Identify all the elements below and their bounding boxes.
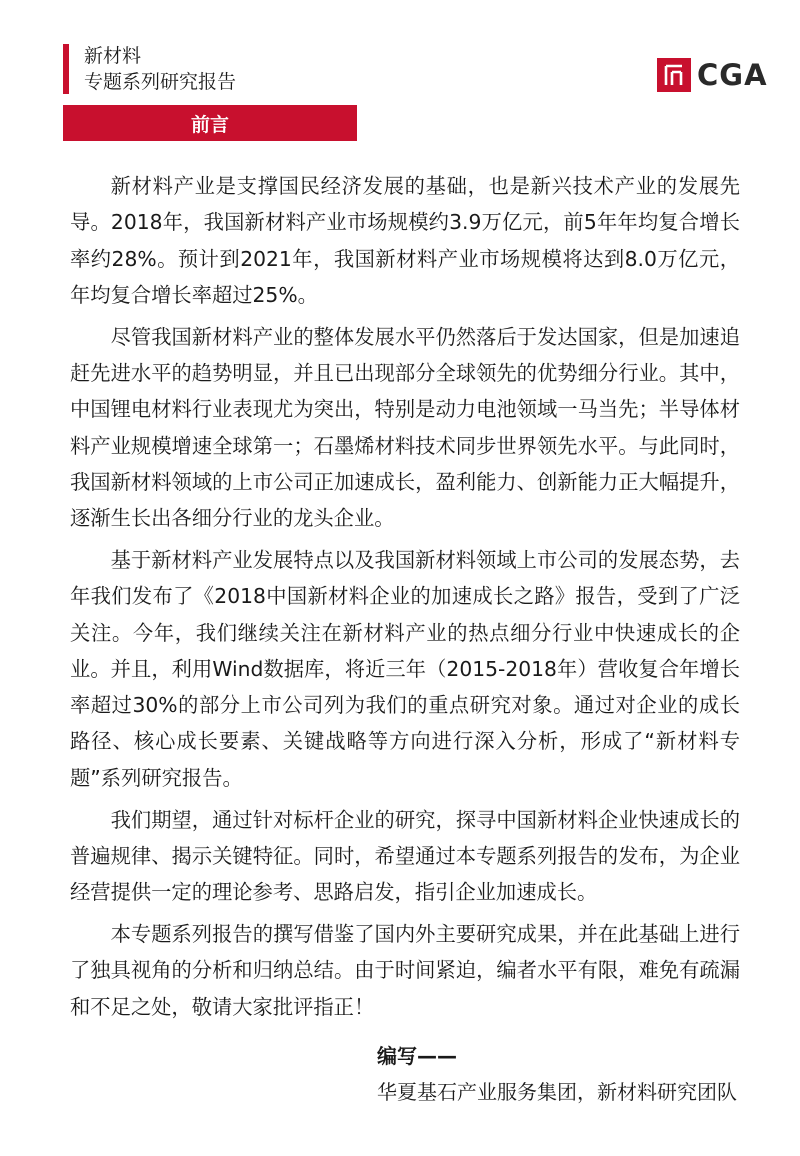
paragraph: 新材料产业是支撑国民经济发展的基础，也是新兴技术产业的发展先导。2018年，我国新材料产业市场规模约3.9万亿元，前5年年均复合增长率约28%。预计到2021年，我国新材料产业市场规模将达到8.0万亿元，年均复合增长率超过25%。 [70, 174, 740, 307]
cga-logo-mark-icon [657, 58, 691, 92]
preface-body [70, 168, 740, 1030]
section-title: 前言 [190, 113, 229, 136]
paragraph: 本专题系列报告的撰写借鉴了国内外主要研究成果，并在此基础上进行了独具视角的分析和归纳总结。由于时间紧迫，编者水平有限，难免有疏漏和不足之处，敬请大家批评指正！ [70, 921, 740, 1019]
logo-text: CGA [697, 58, 768, 92]
header-category: 新材料 [84, 45, 142, 67]
header-series-title: 专题系列研究报告 [84, 71, 237, 93]
header-accent-bar [63, 44, 69, 94]
paragraph: 尽管我国新材料产业的整体发展水平仍然落后于发达国家，但是加速追赶先进水平的趋势明显，并且已出现部分全球领先的优势细分行业。其中，中国锂电材料行业表现尤为突出，特别是动力电池领域一马当先；半导体材料产业规模增速全球第一；石墨烯材料技术同步世界领先水平。与此同时，我国新材料领域的上市公司正加速成长，盈利能力、创新能力正大幅提升，逐渐生长出各细分行业的龙头企业。 [70, 324, 740, 531]
section-banner [63, 105, 357, 141]
paragraph: 我们期望，通过针对标杆企业的研究，探寻中国新材料企业快速成长的普遍规律、揭示关键特征。同时，希望通过本专题系列报告的发布，为企业经营提供一定的理论参考、思路启发，指引企业加速成长。 [70, 807, 740, 905]
signature-team: 华夏基石产业服务集团，新材料研究团队 [377, 1080, 737, 1104]
cga-logo [657, 58, 768, 92]
paragraph: 基于新材料产业发展特点以及我国新材料领域上市公司的发展态势，去年我们发布了《2018中国新材料企业的加速成长之路》报告，受到了广泛关注。今年，我们继续关注在新材料产业的热点细分行业中快速成长的企业。并且，利用Wind数据库，将近三年（2015-2018年）营收复合年增长率超过30%的部分上市公司列为我们的重点研究对象。通过对企业的成长路径、核心成长要素、关键战略等方向进行深入分析，形成了“新材料专题”系列研究报告。 [70, 547, 740, 790]
signature-label: 编写—— [377, 1044, 457, 1068]
